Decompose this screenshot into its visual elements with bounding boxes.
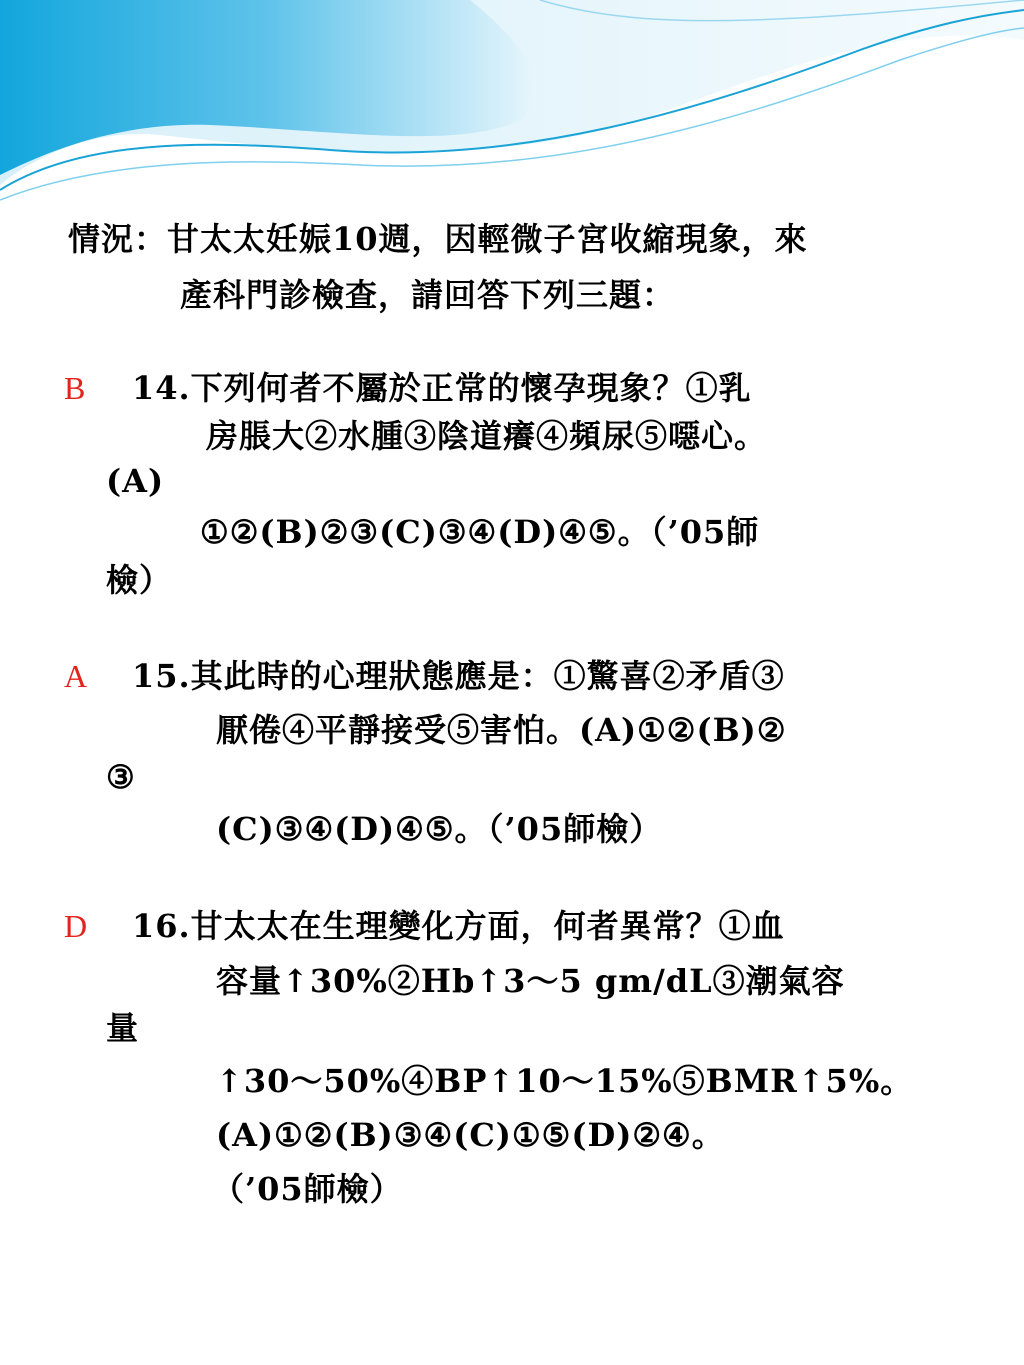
question-16-line-4: ↑30～50%④BP↑10～15%⑤BMR↑5%。: [216, 1062, 914, 1100]
question-16-line-3: 量: [106, 1009, 140, 1047]
intro-line-1: 情況：甘太太妊娠10週，因輕微子宮收縮現象，來: [68, 220, 808, 258]
question-16-line-2: 容量↑30%②Hb↑3～5 gm/dL③潮氣容: [216, 962, 845, 1000]
question-14-line-3: (A): [106, 462, 165, 500]
question-14-line-2: 房脹大②水腫③陰道癢④頻尿⑤噁心。: [206, 417, 768, 455]
question-15-line-2: 厭倦④平靜接受⑤害怕。(A)①②(B)②: [216, 711, 787, 749]
intro-line-2: 產科門診檢查，請回答下列三題：: [180, 276, 676, 314]
answer-key-14: B: [64, 370, 86, 406]
question-14-line-5: 檢）: [106, 561, 173, 599]
question-16-line-1: 16.甘太太在生理變化方面，何者異常？①血: [132, 907, 785, 945]
answer-key-16: D: [64, 908, 88, 944]
question-15-line-1: 15.其此時的心理狀態應是：①驚喜②矛盾③: [132, 657, 785, 695]
answer-key-15: A: [64, 658, 88, 694]
question-16-line-6: （’05師檢）: [212, 1170, 403, 1208]
question-15-line-4: (C)③④(D)④⑤。（’05師檢）: [216, 810, 663, 848]
question-14-line-1: 14.下列何者不屬於正常的懷孕現象？①乳: [132, 369, 752, 407]
header-wave-decoration: [0, 0, 1024, 215]
question-14-line-4: ①②(B)②③(C)③④(D)④⑤。（’05師: [200, 513, 760, 551]
question-15-line-3: ③: [106, 758, 136, 796]
question-16-line-5: (A)①②(B)③④(C)①⑤(D)②④。: [216, 1116, 725, 1154]
